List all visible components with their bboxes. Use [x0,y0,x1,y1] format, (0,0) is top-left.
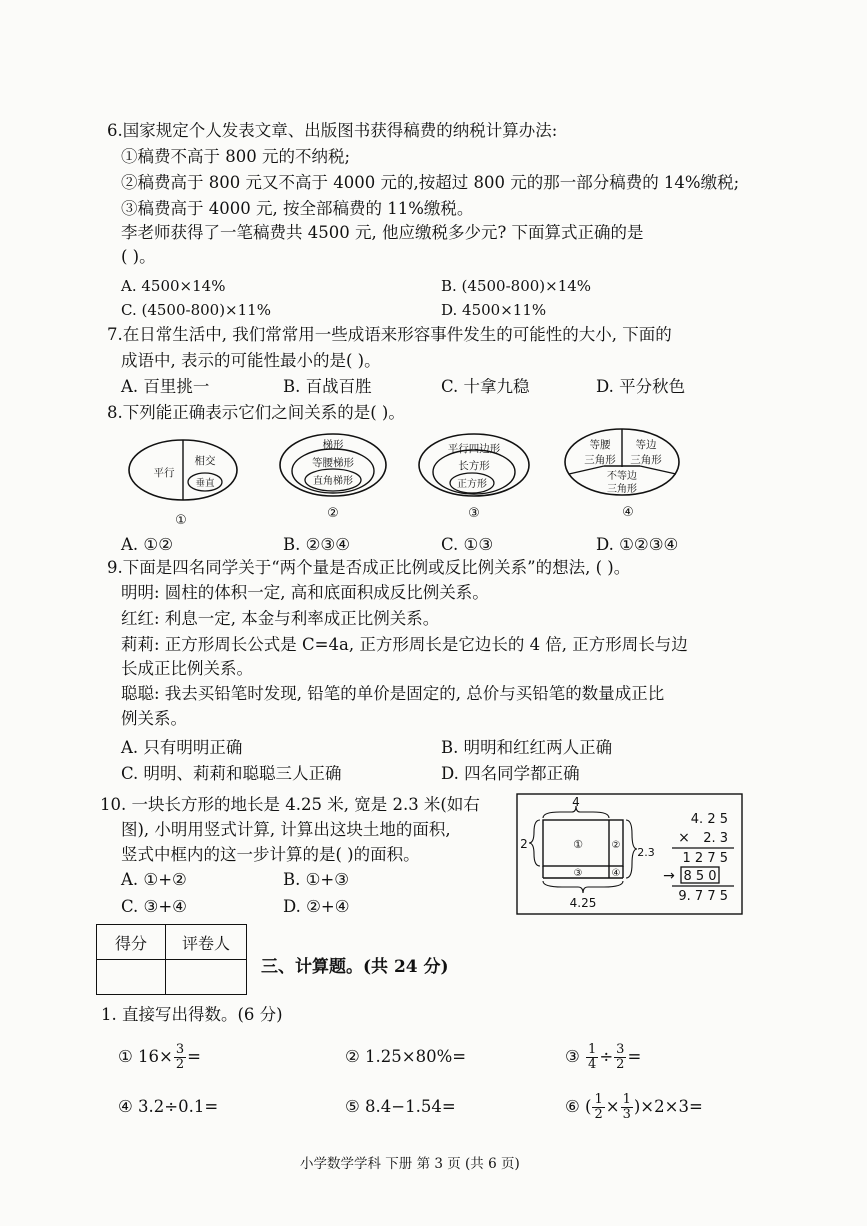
d4-tl-line2: 三角形 [584,454,616,466]
d4-tl-line1: 等腰 [589,439,611,451]
q10-line2: 图), 小明用竖式计算, 计算出这块土地的面积, [121,820,451,839]
q10-left-label: 2 [520,837,528,851]
calc-1-equals: = [187,1047,201,1066]
q10-option-d: D. ②+④ [283,897,350,916]
calc-6-f2-numerator: 1 [622,1092,631,1107]
q9-lili-line1: 莉莉: 正方形周长公式是 C=4a, 正方形周长是它边长的 4 倍, 正方形周长与边 [121,635,688,654]
calc-1-numerator: 3 [175,1042,185,1057]
q10-option-a: A. ①+② [121,870,187,889]
mult-multiplier: 2. 3 [703,831,728,846]
q8-option-c: C. ①③ [441,535,494,554]
score-cell[interactable] [97,960,166,995]
section3-title: 三、计算题。(共 24 分) [261,957,449,977]
calc-3-f1-denominator: 4 [588,1057,597,1072]
region-3-label: ③ [573,868,583,879]
d3-outer-label: 平行四边形 [447,443,501,455]
d1-right-label: 相交 [194,455,216,467]
calc-1-number: ① [118,1047,133,1066]
d4-tr-line1: 等边 [635,439,657,451]
q10-option-b: B. ①+③ [283,870,350,889]
calc-3-operator: ÷ [599,1047,614,1066]
calc-3-f2-numerator: 3 [616,1042,625,1057]
q6-question-line1: 李老师获得了一笔稿费共 4500 元, 他应缴税多少元? 下面算式正确的是 [121,223,644,242]
d3-inner-label: 正方形 [457,479,487,490]
calc-5-number: ⑤ [345,1097,360,1116]
calc-item-6 [565,1090,703,1124]
d2-number: ② [327,506,339,521]
q6-rule3: ③稿费高于 4000 元, 按全部稿费的 11%缴税。 [121,199,474,218]
calc-3-f1-numerator: 1 [588,1042,597,1057]
mult-result: 9. 7 7 5 [678,889,728,904]
calc-4-expr: 3.2÷0.1= [138,1097,219,1116]
d2-outer-label: 梯形 [322,439,344,451]
q9-congcong-line2: 例关系。 [121,709,187,728]
calc-1-pre: 16× [138,1047,173,1066]
q8-option-a: A. ①② [121,535,173,554]
d4-number: ④ [622,505,634,520]
calc-4-number: ④ [118,1097,133,1116]
mult-multiplicand: 4. 2 5 [690,812,728,827]
page-footer: 小学数学学科 下册 第 3 页 (共 6 页) [300,1156,520,1172]
q9-option-a: A. 只有明明正确 [121,738,243,757]
calc-3-number: ③ [565,1047,580,1066]
calc-6-f1-denominator: 2 [594,1107,603,1122]
calc-3-equals: = [627,1047,642,1066]
q7-line2: 成语中, 表示的可能性最小的是( )。 [121,351,381,370]
q6-stem: 6.国家规定个人发表文章、出版图书获得稿费的纳税计算办法: [107,121,558,140]
d3-middle-label: 长方形 [458,460,490,472]
calc-2-number: ② [345,1047,360,1066]
q10-line1: 10. 一块长方形的地长是 4.25 米, 宽是 2.3 米(如右 [100,795,480,814]
grader-header: 评卷人 [166,925,247,960]
q10-line3: 竖式中框内的这一步计算的是( )的面积。 [121,845,420,864]
mult-partial-1: 1 2 7 5 [682,851,728,866]
calc-6-operator: × [605,1097,620,1116]
d1-number: ① [175,513,187,528]
q9-honghong: 红红: 利息一定, 本金与利率成正比例关系。 [121,609,440,628]
q6-rule1: ①稿费不高于 800 元的不纳税; [121,147,351,166]
calc-2-expr: 1.25×80%= [365,1047,467,1066]
q9-congcong-line1: 聪聪: 我去买铅笔时发现, 铅笔的单价是固定的, 总价与买铅笔的数量成正比 [121,684,665,703]
calc-6-f2-denominator: 3 [622,1107,631,1122]
calc-item-5 [345,1096,456,1118]
calc-6-number: ⑥ [565,1097,580,1116]
q9-option-c: C. 明明、莉莉和聪聪三人正确 [121,764,342,783]
q10-option-c: C. ③+④ [121,897,187,916]
q7-option-b: B. 百战百胜 [283,377,372,396]
q10-top-label: 4 [572,795,580,809]
grader-cell[interactable] [166,960,247,995]
d2-inner-label: 直角梯形 [313,476,353,487]
q9-option-b: B. 明明和红红两人正确 [441,738,613,757]
q8-stem: 8.下列能正确表示它们之间关系的是( )。 [107,403,405,422]
d2-middle-label: 等腰梯形 [312,457,354,469]
q7-line1: 7.在日常生活中, 我们常常用一些成语来形容事件发生的可能性的大小, 下面的 [107,325,672,344]
q7-option-c: C. 十拿九稳 [441,377,530,396]
calc-stem: 1. 直接写出得数。(6 分) [101,1005,283,1024]
score-header: 得分 [97,925,166,960]
calc-1-denominator: 2 [175,1057,185,1072]
calc-1-fraction [174,1043,186,1072]
q9-lili-line2: 长成正比例关系。 [121,659,253,678]
d1-left-label: 平行 [153,467,175,479]
q8-option-d: D. ①②③④ [596,535,679,554]
q7-option-d: D. 平分秋色 [596,377,686,396]
q6-rule2: ②稿费高于 800 元又不高于 4000 元的,按超过 800 元的那一部分稿费的 14%缴税; [121,173,740,192]
region-1-label: ① [573,838,583,851]
q9-stem: 9.下面是四名同学关于“两个量是否成正比例或反比例关系”的想法, ( )。 [107,558,631,577]
calc-3-fraction-2 [614,1043,626,1072]
calc-6-lparen: ( [585,1097,592,1116]
d3-number: ③ [468,506,480,521]
q6-option-c: C. (4500-800)×11% [121,301,271,319]
calc-6-rest: )×2×3= [633,1097,703,1116]
mult-partial-2-boxed: 8 5 0 [683,869,717,884]
d4-bottom-line2: 三角形 [607,484,637,495]
d4-tr-line2: 三角形 [630,454,662,466]
q6-question-line2: ( )。 [121,247,156,266]
q9-option-d: D. 四名同学都正确 [441,764,580,783]
d4-bottom-line1: 不等边 [607,471,637,482]
mult-arrow: → [663,868,675,884]
calc-3-fraction-1 [586,1043,598,1072]
q7-option-a: A. 百里挑一 [121,377,210,396]
mult-times-sign: × [678,830,690,846]
q6-option-b: B. (4500-800)×14% [441,277,592,295]
calc-6-f1-numerator: 1 [594,1092,603,1107]
region-2-label: ② [611,840,621,851]
q9-mingming: 明明: 圆柱的体积一定, 高和底面积成反比例关系。 [121,583,489,602]
d1-inner-label: 垂直 [195,478,215,489]
score-table [96,924,247,995]
calc-item-2 [345,1046,466,1068]
q10-right-label: 2.3 [637,846,655,859]
q6-option-a: A. 4500×14% [121,277,226,295]
q10-bottom-label: 4.25 [569,896,597,910]
calc-item-1 [118,1040,201,1074]
calc-5-expr: 8.4−1.54= [365,1097,456,1116]
q8-option-b: B. ②③④ [283,535,350,554]
calc-item-4 [118,1096,218,1118]
calc-6-fraction-1 [592,1093,604,1122]
calc-item-3 [565,1040,641,1074]
calc-3-f2-denominator: 2 [616,1057,625,1072]
q6-option-d: D. 4500×11% [441,301,547,319]
calc-6-fraction-2 [621,1093,633,1122]
region-4-label: ④ [611,868,621,879]
